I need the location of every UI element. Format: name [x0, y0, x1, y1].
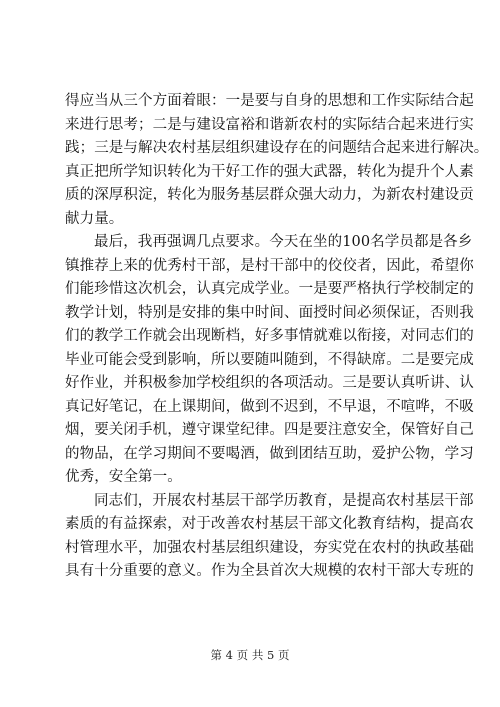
- text-line: 践；三是与解决农村基层组织建设存在的问题结合起来进行解决。: [65, 140, 489, 156]
- paragraph-start-line: 同志们，开展农村基层干部学历教育，是提高农村基层干部: [94, 492, 474, 509]
- text-line: 具有十分重要的意义。作为全县首次大规模的农村干部大专班的: [65, 563, 474, 579]
- text-line: 毕业可能会受到影响，所以要随叫随到，不得缺席。二是要完成: [65, 351, 474, 368]
- text-line: 村管理水平，加强农村基层组织建设，夯实党在农村的执政基础: [65, 539, 474, 556]
- text-line: 的物品，在学习期间不要喝酒，做到团结互助，爱护公物，学习: [65, 445, 474, 462]
- text-line: 们的教学工作就会出现断档，好多事情就难以衔接，对同志们的: [65, 328, 474, 344]
- text-line: 镇推荐上来的优秀村干部，是村干部中的佼佼者，因此，希望你: [65, 257, 474, 274]
- text-line: 献力量。: [65, 210, 124, 227]
- text-line: 质的深厚积淀，转化为服务基层群众强大动力，为新农村建设贡: [65, 187, 474, 203]
- text-line: 好作业，并积极参加学校组织的各项活动。三是要认真听讲、认: [65, 375, 474, 391]
- text-line: 们能珍惜这次机会，认真完成学业。一是要严格执行学校制定的: [65, 281, 474, 297]
- text-line: 来进行思考；二是与建设富裕和谐新农村的实际结合起来进行实: [65, 116, 474, 133]
- text-line: 烟，要关闭手机，遵守课堂纪律。四是要注意安全，保管好自己: [65, 422, 474, 438]
- text-line: 真正把所学知识转化为干好工作的强大武器，转化为提升个人素: [65, 163, 474, 180]
- paragraph-start-line: 最后，我再强调几点要求。今天在坐的100名学员都是各乡: [94, 234, 473, 250]
- text-line: 真记好笔记，在上课期间，做到不迟到，不早退，不喧哗，不吸: [65, 398, 474, 415]
- page-number-footer: 第 4 页 共 5 页: [210, 648, 290, 662]
- text-line: 优秀，安全第一。: [65, 469, 182, 485]
- document-body: [65, 90, 489, 584]
- text-line: 素质的有益探索，对于改善农村基层干部文化教育结构，提高农: [65, 516, 474, 532]
- text-line: 得应当从三个方面着眼：一是要与自身的思想和工作实际结合起: [65, 93, 474, 109]
- text-line: 教学计划，特别是安排的集中时间、面授时间必须保证，否则我: [65, 304, 474, 321]
